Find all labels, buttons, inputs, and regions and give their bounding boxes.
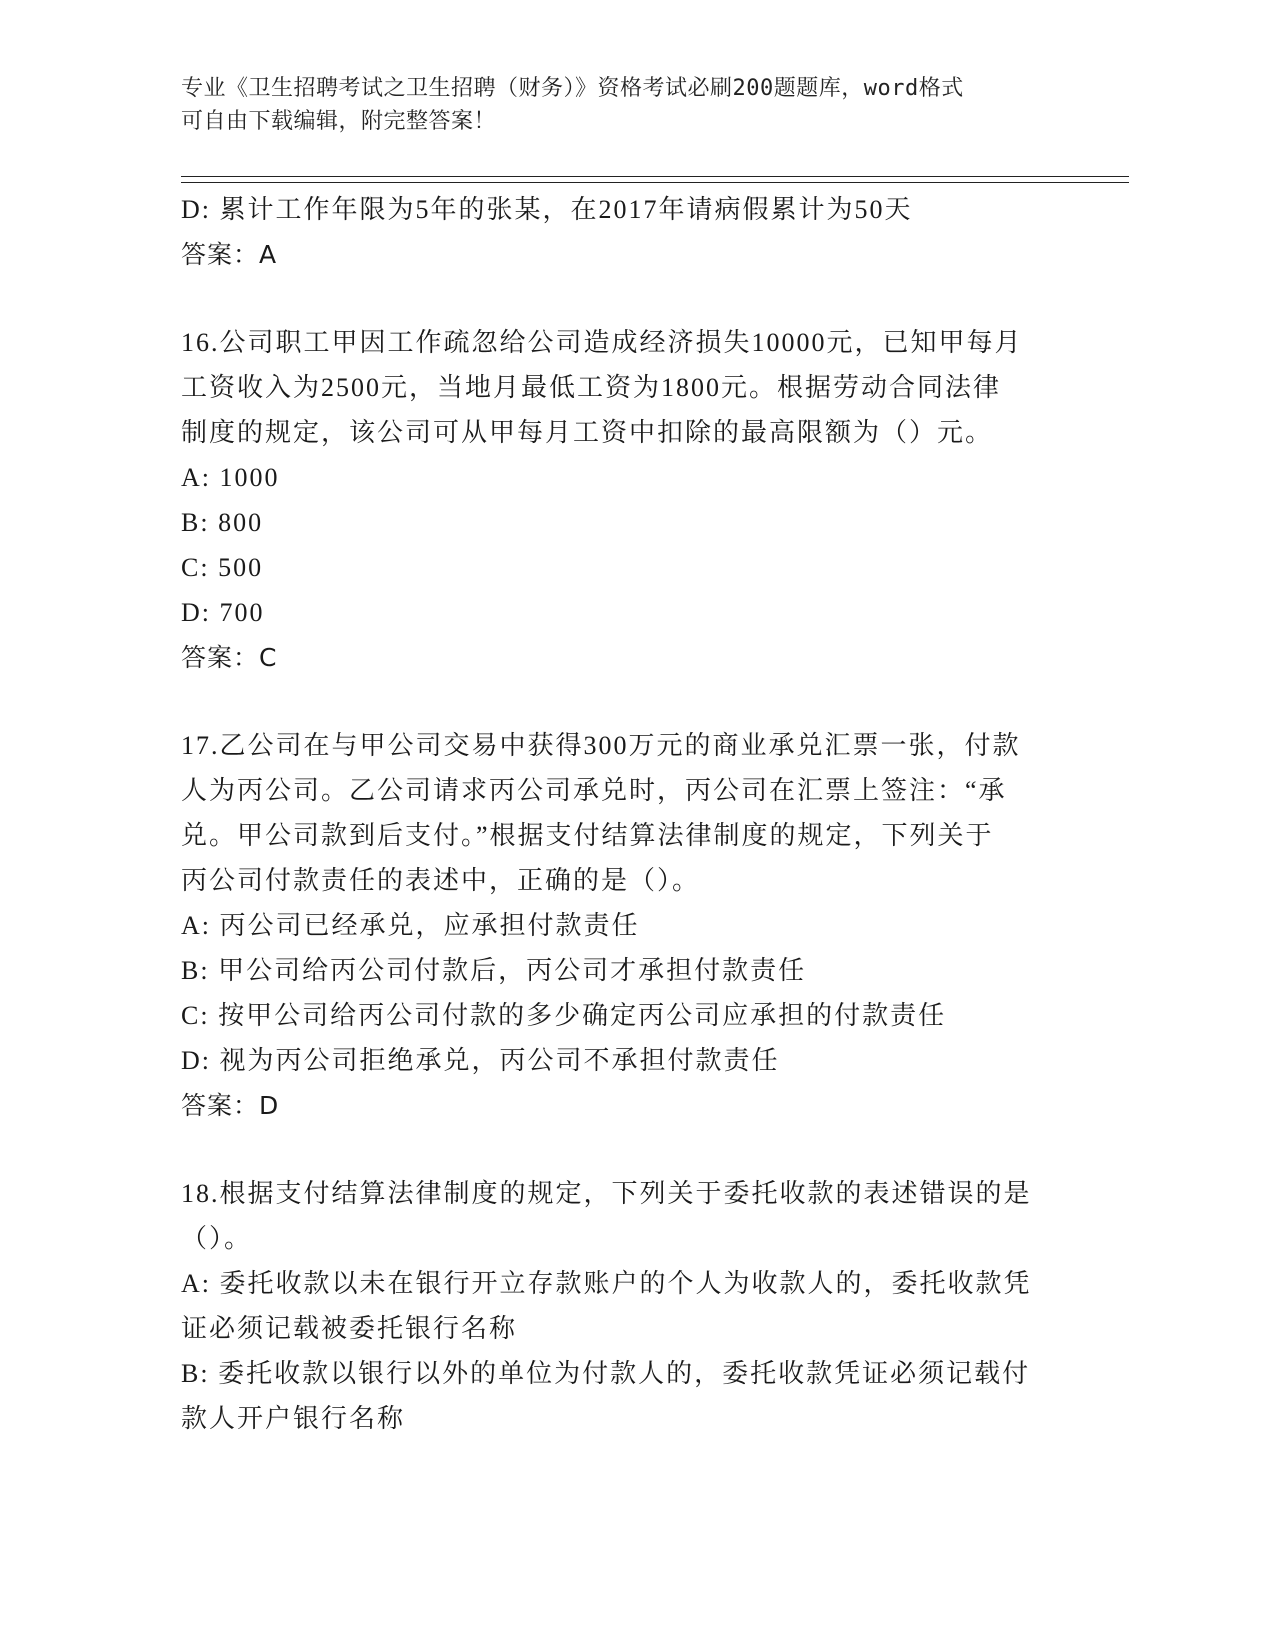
document-header (181, 72, 1041, 138)
question-17 (181, 723, 1061, 1128)
q16-option-a: A: 1000 (181, 463, 280, 492)
q16-option-c: C: 500 (181, 553, 264, 582)
question-gap (181, 1128, 1061, 1171)
q18-option-b-line: 款人开户银行名称 (181, 1404, 406, 1433)
q17-stem-line: 兑。甲公司款到后支付。”根据支付结算法律制度的规定，下列关于 (181, 821, 994, 850)
question-16 (181, 320, 1061, 680)
q17-stem-line: 17.乙公司在与甲公司交易中获得300万元的商业承兑汇票一张，付款 (181, 731, 1021, 760)
header-line-1: 专业《卫生招聘考试之卫生招聘（财务）》资格考试必刷200题题库，word格式 (181, 76, 964, 101)
q16-option-b: B: 800 (181, 508, 264, 537)
q15-answer: 答案：A (181, 240, 278, 269)
header-line-2: 可自由下载编辑，附完整答案！ (181, 109, 497, 134)
header-rule-top (181, 176, 1129, 177)
q18-option-b-line: B: 委托收款以银行以外的单位为付款人的，委托收款凭证必须记载付 (181, 1359, 1031, 1388)
q16-stem-line: 工资收入为2500元，当地月最低工资为1800元。根据劳动合同法律 (181, 373, 1002, 402)
q17-stem-line: 丙公司付款责任的表述中，正确的是（）。 (181, 866, 701, 895)
q16-option-d: D: 700 (181, 598, 265, 627)
question-gap (181, 680, 1061, 723)
q17-option-c: C: 按甲公司给丙公司付款的多少确定丙公司应承担的付款责任 (181, 1001, 947, 1030)
question-gap (181, 277, 1061, 320)
q17-option-d: D: 视为丙公司拒绝承兑，丙公司不承担付款责任 (181, 1046, 780, 1075)
q18-stem-line: 18.根据支付结算法律制度的规定，下列关于委托收款的表述错误的是 (181, 1179, 1032, 1208)
q16-answer: 答案：C (181, 643, 278, 672)
q16-stem-line: 制度的规定，该公司可从甲每月工资中扣除的最高限额为（）元。 (181, 418, 994, 447)
question-18 (181, 1171, 1061, 1441)
header-rule-bottom (181, 182, 1129, 183)
q18-stem-line: （）。 (181, 1224, 253, 1253)
q16-stem-line: 16.公司职工甲因工作疏忽给公司造成经济损失10000元，已知甲每月 (181, 328, 1023, 357)
q18-option-a-line: A: 委托收款以未在银行开立存款账户的个人为收款人的，委托收款凭 (181, 1269, 1032, 1298)
q17-answer: 答案：D (181, 1091, 280, 1120)
q17-option-b: B: 甲公司给丙公司付款后，丙公司才承担付款责任 (181, 956, 807, 985)
q18-option-a-line: 证必须记载被委托银行名称 (181, 1314, 518, 1343)
q15-option-d: D: 累计工作年限为5年的张某，在2017年请病假累计为50天 (181, 195, 913, 224)
q17-option-a: A: 丙公司已经承兑，应承担付款责任 (181, 911, 640, 940)
document-body (181, 187, 1061, 1441)
question-15 (181, 187, 1061, 277)
q17-stem-line: 人为丙公司。乙公司请求丙公司承兑时，丙公司在汇票上签注：“承 (181, 776, 1007, 805)
